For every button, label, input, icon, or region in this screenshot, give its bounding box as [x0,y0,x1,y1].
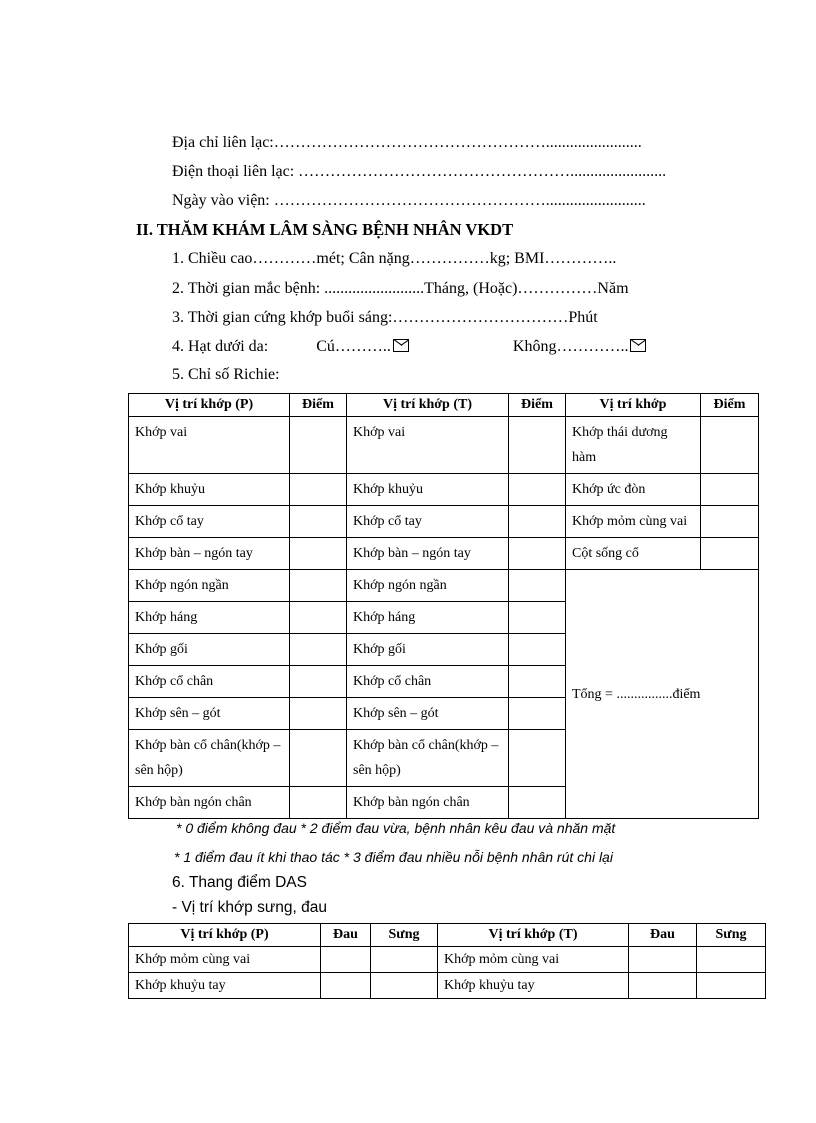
admission-date-line: Ngày vào viện: ……………………………………………......................... [172,192,646,209]
address-line: Địa chỉ liên lạc:……………………………………………........................ [172,134,642,151]
richie-header-left-joint: Vị trí khớp (P) [129,394,290,417]
richie-left-joint: Khớp háng [129,602,290,634]
richie-header-right-score: Điểm [509,394,566,417]
richie-right-joint: Khớp bàn – ngón tay [347,538,509,570]
richie-header-other-score: Điểm [701,394,759,417]
richie-right-joint: Khớp sên – gót [347,698,509,730]
nodules-label: 4. Hạt dưới da: [172,338,269,355]
richie-header-other-joint: Vị trí khớp [566,394,701,417]
richie-header-row [129,394,759,417]
richie-right-score-cell[interactable] [509,602,566,634]
item-morning-stiffness: 3. Thời gian cứng khớp buổi sáng:……………………………Phút [172,309,598,326]
section-title: II. THĂM KHÁM LÂM SÀNG BỆNH NHÂN VKDT [136,220,514,239]
richie-right-score-cell[interactable] [509,417,566,474]
das-header-left-pain: Đau [321,924,371,947]
das-subtitle: - Vị trí khớp sưng, đau [172,899,327,916]
richie-other-score-cell[interactable] [701,506,759,538]
table-row [129,947,766,973]
table-row [129,973,766,999]
das-right-pain-cell[interactable] [629,947,697,973]
item-height-weight: 1. Chiều cao…………mét; Cân nặng……………kg; BMI………….. [172,250,617,267]
richie-right-joint: Khớp bàn cổ chân(khớp – sên hộp) [347,730,509,787]
richie-left-joint: Khớp khuỷu [129,474,290,506]
richie-header-right-joint: Vị trí khớp (T) [347,394,509,417]
richie-other-joint: Khớp thái dương hàm [566,417,701,474]
nodules-no-checkbox[interactable] [630,339,646,352]
richie-left-joint: Khớp bàn cổ chân(khớp – sên hộp) [129,730,290,787]
das-right-swelling-cell[interactable] [697,947,766,973]
richie-right-joint: Khớp bàn ngón chân [347,787,509,819]
richie-other-score-cell[interactable] [701,417,759,474]
das-right-swelling-cell[interactable] [697,973,766,999]
richie-right-joint: Khớp vai [347,417,509,474]
richie-left-score-cell[interactable] [290,730,347,787]
phone-line: Điện thoại liên lạc: ……………………………………………........................ [172,163,667,180]
richie-other-joint: Khớp mỏm cùng vai [566,506,701,538]
item-subcutaneous-nodules [172,338,646,356]
richie-right-joint: Khớp cổ chân [347,666,509,698]
richie-left-score-cell[interactable] [290,417,347,474]
das-right-joint: Khớp khuỷu tay [438,973,629,999]
richie-right-score-cell[interactable] [509,730,566,787]
richie-left-score-cell[interactable] [290,787,347,819]
richie-total: Tổng = ................điểm [572,686,701,702]
richie-left-score-cell[interactable] [290,634,347,666]
scoring-note-2: * 1 điểm đau ít khi thao tác * 3 điểm đau nhiều nỗi bệnh nhân rút chi lại [174,849,613,865]
richie-other-score-cell[interactable] [701,474,759,506]
das-title: 6. Thang điểm DAS [172,874,307,891]
das-left-swelling-cell[interactable] [371,947,438,973]
richie-left-score-cell[interactable] [290,538,347,570]
richie-header-left-score: Điểm [290,394,347,417]
item-richie-index: 5. Chỉ số Richie: [172,366,280,383]
richie-right-joint: Khớp gối [347,634,509,666]
das-header-row [129,924,766,947]
richie-left-joint: Khớp sên – gót [129,698,290,730]
richie-left-score-cell[interactable] [290,506,347,538]
richie-right-score-cell[interactable] [509,666,566,698]
richie-right-joint: Khớp háng [347,602,509,634]
richie-right-score-cell[interactable] [509,787,566,819]
scoring-note-1: * 0 điểm không đau * 2 điểm đau vừa, bệnh nhân kêu đau và nhăn mặt [176,820,616,836]
richie-right-score-cell[interactable] [509,698,566,730]
richie-right-joint: Khớp khuỷu [347,474,509,506]
das-left-swelling-cell[interactable] [371,973,438,999]
richie-right-score-cell[interactable] [509,570,566,602]
table-row [129,538,759,570]
richie-right-joint: Khớp cổ tay [347,506,509,538]
richie-left-joint: Khớp bàn – ngón tay [129,538,290,570]
table-row [129,570,759,602]
richie-right-score-cell[interactable] [509,506,566,538]
das-left-pain-cell[interactable] [321,947,371,973]
das-left-joint: Khớp mỏm cùng vai [129,947,321,973]
richie-right-score-cell[interactable] [509,474,566,506]
nodules-yes-checkbox[interactable] [393,339,409,352]
nodules-yes-label: Cú……….. [316,338,391,355]
das-header-left-swelling: Sưng [371,924,438,947]
richie-right-joint: Khớp ngón ngần [347,570,509,602]
das-left-pain-cell[interactable] [321,973,371,999]
table-row [129,417,759,474]
table-row [129,506,759,538]
richie-left-joint: Khớp cổ chân [129,666,290,698]
richie-right-score-cell[interactable] [509,538,566,570]
richie-total-cell [566,570,759,819]
table-row [129,474,759,506]
das-header-left-joint: Vị trí khớp (P) [129,924,321,947]
richie-left-joint: Khớp gối [129,634,290,666]
das-header-right-swelling: Sưng [697,924,766,947]
richie-right-score-cell[interactable] [509,634,566,666]
richie-table [128,393,759,819]
richie-other-joint: Khớp ức đòn [566,474,701,506]
richie-left-score-cell[interactable] [290,698,347,730]
richie-left-joint: Khớp cổ tay [129,506,290,538]
richie-left-joint: Khớp vai [129,417,290,474]
richie-left-joint: Khớp bàn ngón chân [129,787,290,819]
das-right-joint: Khớp mỏm cùng vai [438,947,629,973]
item-disease-duration: 2. Thời gian mắc bệnh: .........................Tháng, (Hoặc)……………Năm [172,280,629,297]
richie-left-score-cell[interactable] [290,474,347,506]
richie-left-score-cell[interactable] [290,666,347,698]
das-right-pain-cell[interactable] [629,973,697,999]
nodules-no-label: Không………….. [512,338,629,355]
das-header-right-joint: Vị trí khớp (T) [438,924,629,947]
richie-left-joint: Khớp ngón ngần [129,570,290,602]
richie-left-score-cell[interactable] [290,602,347,634]
richie-left-score-cell[interactable] [290,570,347,602]
das-table [128,923,766,999]
das-header-right-pain: Đau [629,924,697,947]
richie-other-joint: Cột sống cổ [566,538,701,570]
das-left-joint: Khớp khuỷu tay [129,973,321,999]
richie-other-score-cell[interactable] [701,538,759,570]
